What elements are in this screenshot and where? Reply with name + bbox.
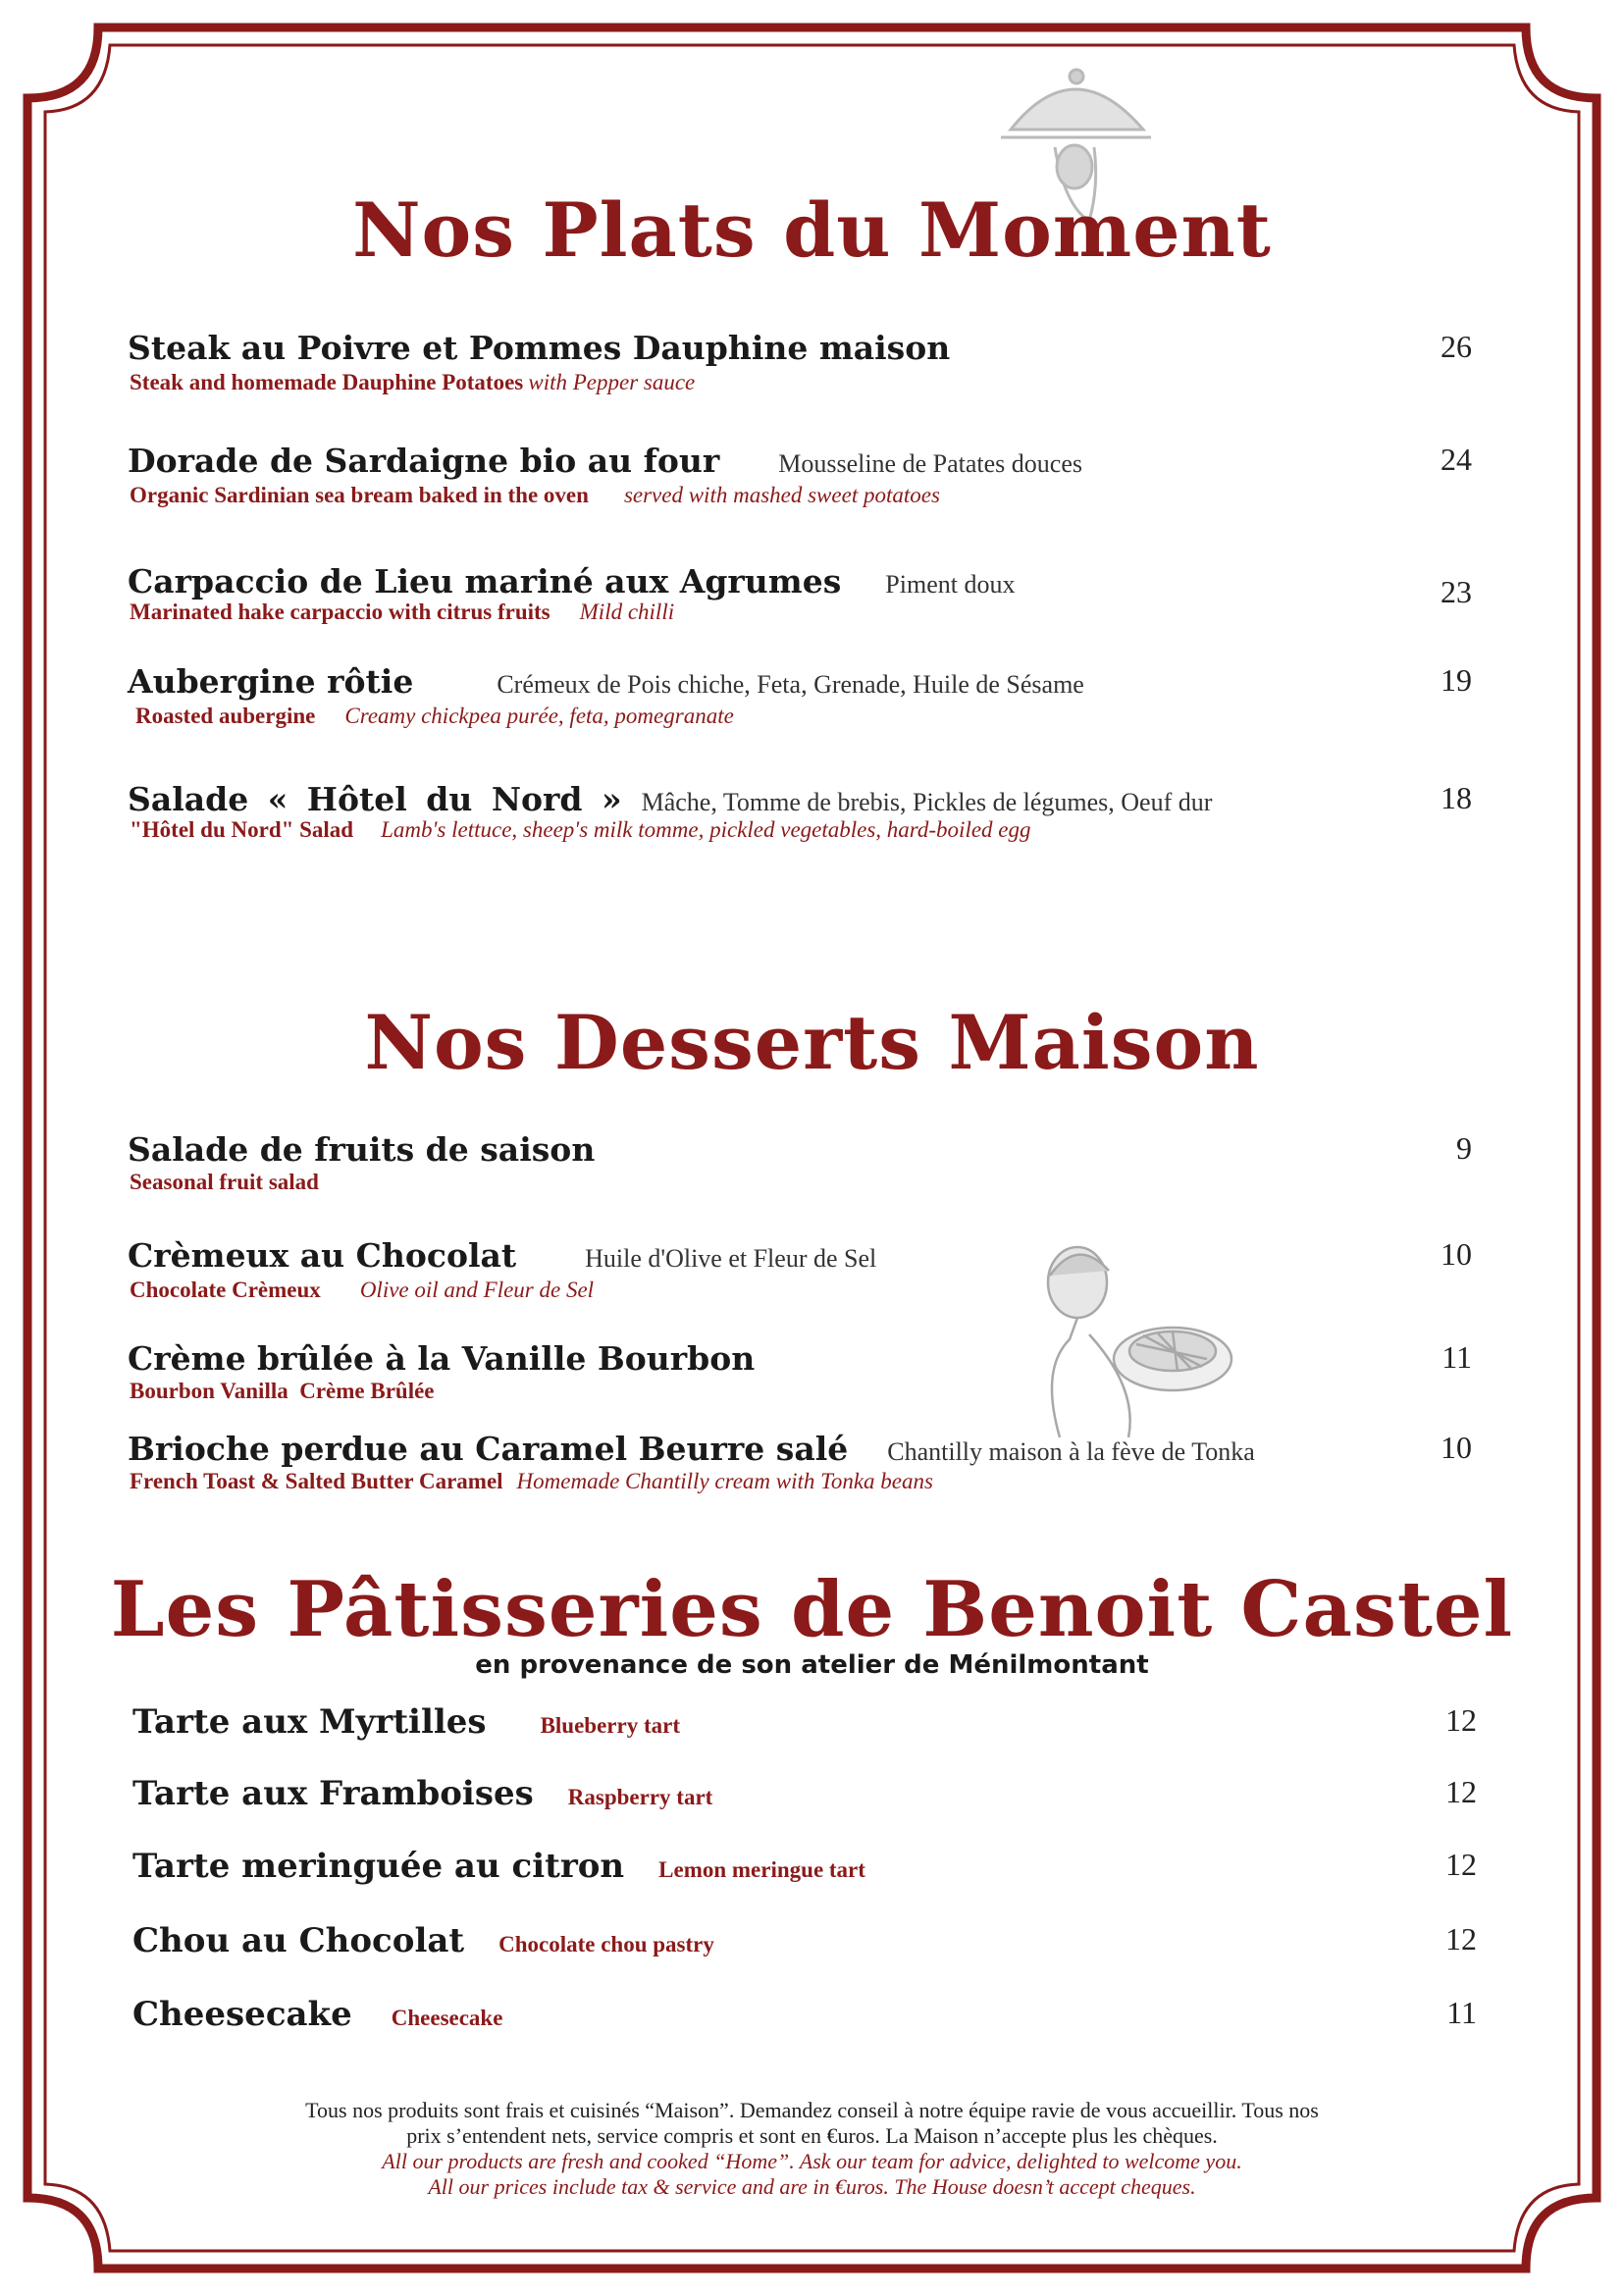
dish-price: 12 [1445, 1847, 1477, 1882]
section-title-desserts: Nos Desserts Maison [364, 999, 1260, 1086]
dish-desc: Mousseline de Patates douces [778, 449, 1082, 478]
menu-item [128, 662, 1492, 731]
dish-desc-en: Lamb's lettuce, sheep's milk tomme, pickled vegetables, hard-boiled egg [381, 817, 1031, 842]
menu-item [128, 329, 1492, 397]
menu-item [128, 1236, 1492, 1305]
dish-name: Tarte aux Myrtilles [132, 1702, 487, 1742]
dish-name: Crèmeux au Chocolat [128, 1236, 517, 1275]
section-title-plats: Nos Plats du Moment [352, 186, 1272, 274]
footer-en-line: All our prices include tax & service and are in €uros. The House doesn’t accept cheques. [428, 2174, 1196, 2199]
menu-item [128, 442, 1492, 510]
dish-price: 12 [1445, 1702, 1477, 1738]
dish-name: Salade « Hôtel du Nord » [128, 780, 622, 818]
dish-name: Brioche perdue au Caramel Beurre salé [128, 1430, 849, 1468]
dish-price: 12 [1445, 1921, 1477, 1957]
dish-name-en: Bourbon Vanilla Crème Brûlée [130, 1379, 435, 1403]
dish-price: 11 [1446, 1995, 1477, 2030]
section-title-patisseries: Les Pâtisseries de Benoit Castel [110, 1565, 1514, 1654]
dish-price: 18 [1441, 780, 1472, 815]
footer-fr-line: Tous nos produits sont frais et cuisinés “Maison”. Demandez conseil à notre équipe ravie de vous accueillir. Tous nos [305, 2098, 1319, 2122]
dish-desc-en: served with mashed sweet potatoes [623, 483, 940, 507]
dish-name-en: French Toast & Salted Butter Caramel [130, 1469, 503, 1493]
footer-fr-line: prix s’entendent nets, service compris et sont en €uros. La Maison n’accepte plus les chèques. [406, 2123, 1218, 2148]
dish-desc-en: Mild chilli [579, 600, 675, 624]
dish-price: 10 [1441, 1236, 1472, 1272]
menu-item [132, 1847, 1492, 1896]
menu-item [132, 1774, 1492, 1823]
dish-price: 26 [1441, 329, 1472, 364]
dish-desc-en: with Pepper sauce [528, 370, 696, 394]
dish-name-en: Chocolate chou pastry [498, 1932, 714, 1957]
dish-name: Carpaccio de Lieu mariné aux Agrumes [128, 562, 842, 600]
dish-name-en: Roasted aubergine [135, 704, 316, 728]
dish-name: Tarte meringuée au citron [132, 1847, 625, 1886]
dish-desc: Crémeux de Pois chiche, Feta, Grenade, Huile de Sésame [497, 670, 1084, 699]
dish-price: 9 [1456, 1130, 1472, 1166]
menu-item [128, 1430, 1492, 1498]
dish-name-en: Chocolate Crèmeux [130, 1278, 321, 1302]
dish-price: 10 [1441, 1430, 1472, 1465]
menu-item [132, 1995, 1492, 2044]
dish-name-en: Seasonal fruit salad [130, 1170, 319, 1194]
dish-name-en: Raspberry tart [567, 1785, 713, 1809]
dish-name: Dorade de Sardaigne bio au four [128, 442, 720, 480]
dish-desc: Piment doux [885, 570, 1016, 599]
dish-name: Cheesecake [132, 1995, 352, 2034]
dish-price: 24 [1441, 442, 1472, 477]
dish-price: 11 [1441, 1339, 1472, 1375]
footer-en-line: All our products are fresh and cooked “Home”. Ask our team for advice, delighted to welcome you. [382, 2149, 1242, 2173]
dish-name: Crème brûlée à la Vanille Bourbon [128, 1339, 756, 1378]
dish-desc-en: Creamy chickpea purée, feta, pomegranate [344, 704, 734, 728]
dish-name-en: Marinated hake carpaccio with citrus fruits [130, 600, 550, 624]
menu-item [132, 1921, 1492, 1970]
dish-name: Tarte aux Framboises [132, 1774, 534, 1813]
dish-desc-en: Homemade Chantilly cream with Tonka beans [516, 1469, 933, 1493]
section-subtitle-patisseries: en provenance de son atelier de Ménilmontant [475, 1650, 1149, 1680]
dish-name: Aubergine rôtie [128, 662, 414, 701]
dish-name-en: Blueberry tart [540, 1713, 680, 1738]
dish-name: Chou au Chocolat [132, 1921, 465, 1960]
dish-price: 23 [1441, 574, 1472, 609]
dish-desc: Chantilly maison à la fève de Tonka [887, 1437, 1255, 1466]
dish-desc: Mâche, Tomme de brebis, Pickles de légumes, Oeuf dur [641, 788, 1213, 816]
dish-name-en: Lemon meringue tart [658, 1857, 865, 1882]
dish-price: 12 [1445, 1774, 1477, 1809]
menu-item [128, 1130, 1492, 1199]
menu-item [128, 562, 1492, 631]
menu-item [132, 1702, 1492, 1751]
menu-item [128, 780, 1492, 849]
menu-footer-notice [147, 2098, 1477, 2200]
menu-item [128, 1339, 1492, 1408]
dish-desc-en: Olive oil and Fleur de Sel [359, 1278, 595, 1302]
dish-name: Salade de fruits de saison [128, 1130, 596, 1169]
dish-name-en: Organic Sardinian sea bream baked in the oven [130, 483, 589, 507]
dish-name: Steak au Poivre et Pommes Dauphine maison [128, 329, 951, 367]
dish-desc: Huile d'Olive et Fleur de Sel [585, 1244, 877, 1273]
dish-name-en: Steak and homemade Dauphine Potatoes [130, 370, 524, 394]
dish-price: 19 [1441, 662, 1472, 698]
dish-name-en: Cheesecake [391, 2006, 503, 2030]
dish-name-en: "Hôtel du Nord" Salad [130, 817, 354, 842]
